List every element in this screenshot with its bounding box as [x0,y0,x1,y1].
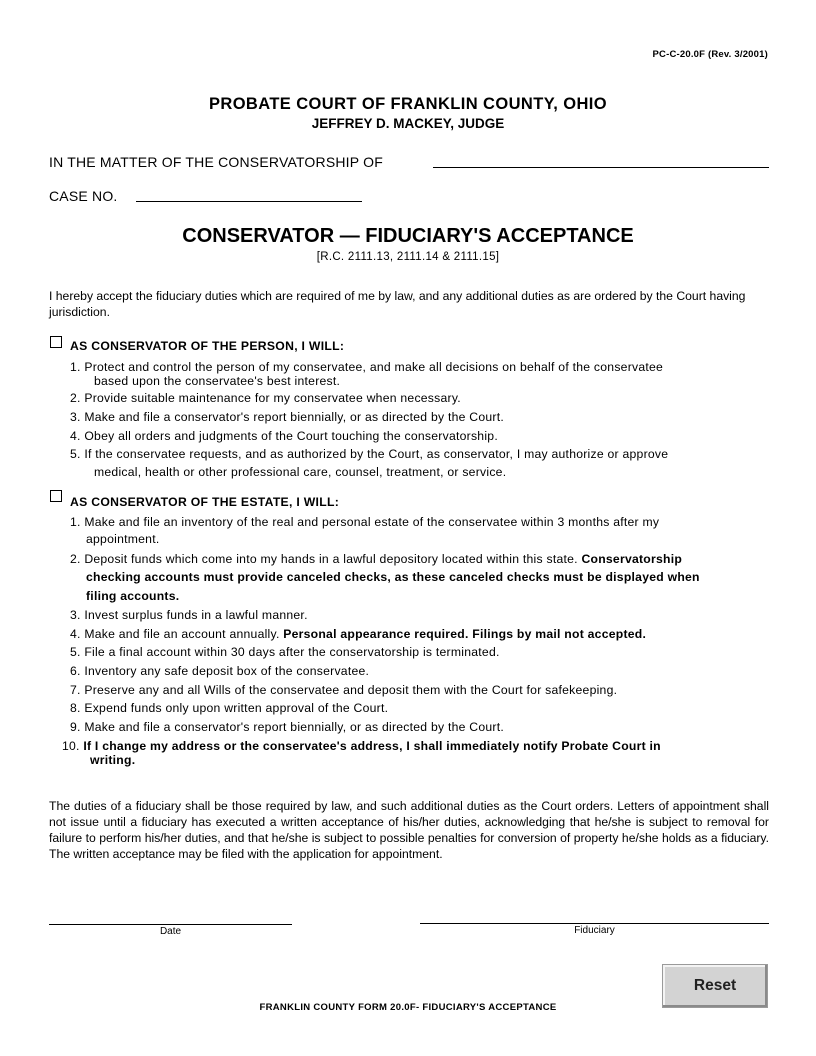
statute-citation: [R.C. 2111.13, 2111.14 & 2111.15] [316,251,500,263]
form-title: CONSERVATOR — FIDUCIARY'S ACCEPTANCE [182,225,634,247]
intro-paragraph: I hereby accept the fiduciary duties which are required of me by law, and any additional duties as are ordered by the Court having jurisdiction. [49,289,746,319]
court-name: PROBATE COURT OF FRANKLIN COUNTY, OHIO [208,95,608,113]
estate-item-6: 6. Inventory any safe deposit box of the conservatee. [70,664,370,678]
person-item-5: 5. If the conservatee requests, and as authorized by the Court, as conservator, I may authorize or approve [70,447,669,461]
estate-item-9: 9. Make and file a conservator's report biennially, or as directed by the Court. [70,720,504,734]
case-number-input-line[interactable] [136,201,362,202]
matter-label: IN THE MATTER OF THE CONSERVATORSHIP OF [49,154,383,170]
estate-item-2: 2. Deposit funds which come into my hands in a lawful depository located within this state. Conservatorship [70,552,683,566]
fiduciary-signature-line[interactable] [420,923,769,924]
person-section-heading: AS CONSERVATOR OF THE PERSON, I WILL: [70,339,345,353]
person-item-1: 1. Protect and control the person of my conservatee, and make all decisions on behalf of the conservatee [70,360,664,374]
judge-name: JEFFREY D. MACKEY, JUDGE [311,116,505,131]
person-item-4: 4. Obey all orders and judgments of the Court touching the conservatorship. [70,429,498,443]
person-item-3: 3. Make and file a conservator's report biennially, or as directed by the Court. [70,410,504,424]
reset-button[interactable]: Reset [662,964,768,1008]
date-signature-line[interactable] [49,924,292,925]
estate-item-1-cont: appointment. [86,532,160,546]
estate-item-2-cont: checking accounts must provide canceled checks, as these canceled checks must be displayed when [86,570,700,584]
estate-item-5: 5. File a final account within 30 days after the conservatorship is terminated. [70,645,500,659]
estate-item-2-cont2: filing accounts. [86,589,180,603]
estate-item-1: 1. Make and file an inventory of the real and personal estate of the conservatee within 3 months after my [70,515,660,529]
person-item-5-cont: medical, health or other professional care, counsel, treatment, or service. [94,465,507,479]
estate-item-7: 7. Preserve any and all Wills of the conservatee and deposit them with the Court for safekeeping. [70,683,618,697]
estate-item-8: 8. Expend funds only upon written approval of the Court. [70,701,389,715]
case-number-label: CASE NO. [49,188,118,204]
estate-section-checkbox[interactable] [50,490,62,502]
date-label: Date [159,926,182,937]
person-item-1-cont: based upon the conservatee's best interest. [94,374,341,388]
estate-item-10-cont: writing. [90,753,136,767]
person-section-checkbox[interactable] [50,336,62,348]
matter-input-line[interactable] [433,167,769,168]
estate-item-4: 4. Make and file an account annually. Personal appearance required. Filings by mail not accepted. [70,627,647,641]
form-code: PC-C-20.0F (Rev. 3/2001) [652,49,768,60]
footer-form-title: FRANKLIN COUNTY FORM 20.0F- FIDUCIARY'S ACCEPTANCE [259,1002,557,1013]
fiduciary-label: Fiduciary [574,925,615,936]
estate-item-10: 10. If I change my address or the conservatee's address, I shall immediately notify Probate Court in [62,739,661,753]
person-item-2: 2. Provide suitable maintenance for my conservatee when necessary. [70,391,461,405]
closing-paragraph: The duties of a fiduciary shall be those required by law, and such additional duties as the Court orders. Letters of appointment shall not issue until a fiduciary has executed a written acceptance of his/her duties, acknowledging that he/she is subject to removal for failure to perform his/her duties, and that he/she is subject to possible penalties for conversion of property he/she holds as a fiduciary. The written acceptance may be filed with the application for appointment. [49,799,769,861]
estate-item-3: 3. Invest surplus funds in a lawful manner. [70,608,308,622]
estate-section-heading: AS CONSERVATOR OF THE ESTATE, I WILL: [70,495,340,509]
